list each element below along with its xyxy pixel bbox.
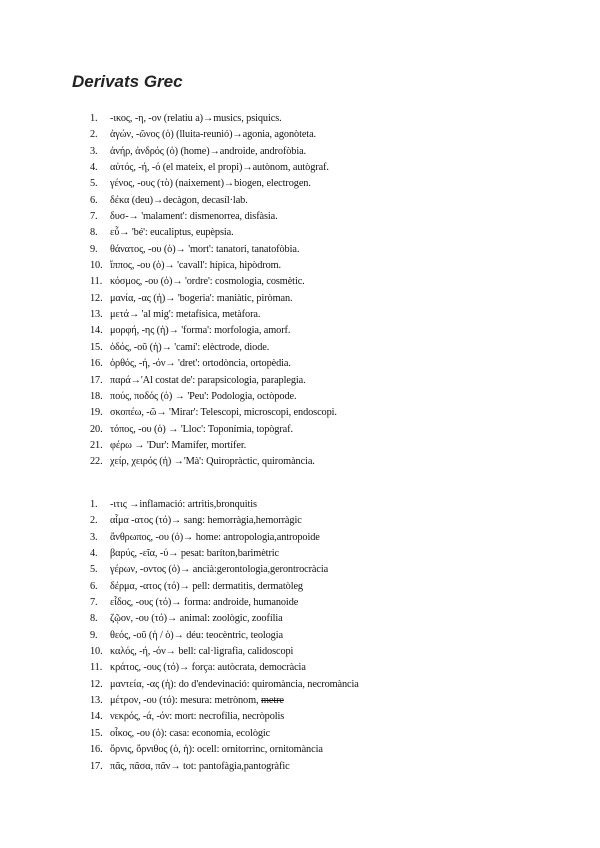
item-text-main: αὐτός, -ή, -ό (el mateix, el propi)→autònom, autògraf. — [110, 162, 329, 174]
item-number: 4. — [90, 548, 98, 560]
list-item — [0, 497, 600, 513]
list-item — [0, 759, 600, 775]
item-text-main: μετά→ 'al mig': metafísica, metàfora. — [110, 309, 261, 321]
item-text-main: παρά→'Al costat de': parapsicologia, paraplegia. — [110, 374, 306, 386]
list-item — [0, 127, 600, 143]
item-text — [110, 530, 320, 546]
struck-word: metre — [260, 695, 284, 707]
item-text — [110, 176, 311, 192]
item-text-main: αἷμα -ατος (τό)→ sang: hemorràgia,hemorràgic — [110, 515, 302, 527]
item-text — [110, 579, 303, 595]
item-text-main: πᾶς, πᾶσα, πᾶν→ tot: pantofàgia,pantogràfic — [110, 760, 290, 772]
list-item — [0, 422, 600, 438]
item-text-main: γέρων, -οντος (ὁ)→ ancià:gerontologia,gerontrocràcia — [110, 564, 329, 576]
list-item — [0, 405, 600, 421]
item-text-main: πούς, ποδός (ὁ) → 'Peu': Podologia, octòpode. — [110, 390, 297, 402]
item-text — [110, 193, 248, 209]
item-text-main: -ικος, -η, -ον (relatiu a)→musics, psiquics. — [110, 113, 282, 124]
item-text — [110, 274, 305, 290]
item-number: 3. — [90, 145, 98, 157]
item-number: 14. — [90, 711, 103, 723]
item-text — [110, 595, 298, 611]
list-item — [0, 513, 600, 529]
item-number: 10. — [90, 260, 103, 272]
item-text — [110, 562, 328, 578]
item-number: 7. — [90, 597, 98, 609]
list-item — [0, 307, 600, 323]
item-number: 22. — [90, 456, 103, 468]
list-item — [0, 242, 600, 258]
item-text-main: δέκα (deu)→decàgon, decasíl·lab. — [110, 194, 248, 206]
list-item — [0, 454, 600, 470]
item-text — [110, 323, 290, 339]
item-text-main: ἀγών, -ῶνος (ὁ) (lluita-reunió)→agonia, agonòteta. — [110, 129, 317, 141]
list-item — [0, 562, 600, 578]
item-text-main: δυσ-→ 'malament': dismenorrea, disfàsia. — [110, 211, 278, 223]
item-text — [110, 726, 270, 742]
item-text — [110, 693, 284, 709]
list-item — [0, 176, 600, 192]
item-number: 10. — [90, 646, 103, 658]
item-text — [110, 373, 306, 389]
list-item — [0, 356, 600, 372]
list-item — [0, 373, 600, 389]
list-item — [0, 644, 600, 660]
item-number: 2. — [90, 129, 98, 141]
item-text — [110, 242, 299, 258]
item-text-main: κόσμος, -ου (ὁ)→ 'ordre': cosmologia, cosmètic. — [110, 276, 305, 288]
item-text — [110, 422, 293, 438]
item-number: 12. — [90, 292, 103, 304]
list-item — [0, 660, 600, 676]
item-text — [110, 111, 282, 127]
item-text — [110, 438, 246, 454]
item-number: 7. — [90, 211, 98, 223]
item-text — [110, 497, 257, 513]
item-text-main: -ιτις →inflamació: artritis,bronquitis — [110, 499, 257, 510]
item-number: 5. — [90, 564, 98, 576]
list-item — [0, 595, 600, 611]
item-text — [110, 209, 278, 225]
item-text-main: βαρύς, -εῖα, -ύ→ pesat: baríton,barimètric — [110, 548, 280, 560]
list-item — [0, 579, 600, 595]
item-number: 11. — [90, 276, 103, 288]
list-item — [0, 709, 600, 725]
item-text-main: ζῷον, -ου (τό)→ animal: zoològic, zoofília — [110, 613, 283, 625]
item-number: 13. — [90, 309, 103, 321]
item-number: 16. — [90, 358, 103, 370]
list-item — [0, 160, 600, 176]
item-text — [110, 742, 323, 758]
item-number: 9. — [90, 629, 98, 641]
item-text — [110, 160, 329, 176]
item-text-main: γένος, -ους (τὸ) (naixement)→biogen, electrogen. — [110, 178, 311, 190]
list-item — [0, 111, 600, 127]
item-number: 8. — [90, 613, 98, 625]
item-number: 12. — [90, 678, 103, 690]
item-text-main: μανία, -ας (ἡ)→ 'bogeria': maniàtic, piròman. — [110, 292, 293, 304]
item-text — [110, 709, 284, 725]
list-item — [0, 291, 600, 307]
item-number: 6. — [90, 580, 98, 592]
list-item — [0, 438, 600, 454]
item-text-main: καλός, -ή, -όν→ bell: cal·ligrafia, calidoscopi — [110, 646, 294, 658]
item-text-main: χείρ, χειρός (ἡ) →'Mà': Quiropràctic, quiromància. — [110, 456, 315, 468]
item-text-main: δέρμα, -ατος (τό)→ pell: dermatitis, dermatòleg — [110, 580, 303, 592]
list-item — [0, 340, 600, 356]
item-text-main: κράτος, -ους (τό)→ força: autòcrata, democràcia — [110, 662, 306, 674]
list-item — [0, 726, 600, 742]
item-text-main: ἄνθρωπος, -ου (ὁ)→ home: antropologia,antropoide — [110, 531, 320, 543]
item-text-main: νεκρός, -ά, -όν: mort: necrofília, necròpolis — [110, 711, 285, 723]
item-text-main: μορφή, -ης (ἡ)→ 'forma': morfologia, amorf. — [110, 325, 291, 337]
list-item — [0, 611, 600, 627]
item-text — [110, 225, 234, 241]
list-item — [0, 693, 600, 709]
item-number: 17. — [90, 760, 103, 772]
document-title: Derivats Grec — [72, 72, 183, 91]
item-text — [110, 127, 316, 143]
item-text-main: θεός, -οῦ (ἡ / ὁ)→ déu: teocèntric, teologia — [110, 629, 283, 641]
list-item — [0, 274, 600, 290]
list-item — [0, 546, 600, 562]
item-text-main: φέρω → 'Dur': Mamífer, mortífer. — [110, 439, 247, 451]
list-item — [0, 323, 600, 339]
item-text — [110, 611, 283, 627]
list-item — [0, 389, 600, 405]
list-item — [0, 225, 600, 241]
item-text-main: οἶκος, -ου (ὁ): casa: economia, ecològic — [110, 727, 271, 739]
item-number: 15. — [90, 727, 103, 739]
list-item — [0, 258, 600, 274]
item-number: 1. — [90, 113, 98, 124]
item-number: 2. — [90, 515, 98, 527]
item-text — [110, 144, 306, 160]
item-text — [110, 307, 260, 323]
item-text — [110, 356, 291, 372]
item-number: 8. — [90, 227, 98, 239]
item-text-main: ὀρθός, -ή, -όν→ 'dret': ortodòncia, ortopèdia. — [110, 358, 291, 370]
item-text-main: μαντεία, -ας (ἡ): do d'endevinació: quiromància, necromància — [110, 678, 359, 690]
item-number: 9. — [90, 243, 98, 255]
item-number: 20. — [90, 423, 103, 435]
item-text-main: σκοπέω, -ῶ→ 'Mirar': Telescopi, microscopi, endoscopi. — [110, 407, 337, 419]
item-text — [110, 644, 293, 660]
item-text-main: θάνατος, -ου (ὁ)→ 'mort': tanatori, tanatofòbia. — [110, 243, 300, 255]
item-text-main: ὄρνις, ὄρνιθος (ὁ, ἡ): ocell: ornitorrinc, ornitomància — [110, 744, 323, 756]
list-item — [0, 530, 600, 546]
item-number: 6. — [90, 194, 98, 206]
item-text — [110, 291, 292, 307]
list-item — [0, 209, 600, 225]
item-text — [110, 454, 315, 470]
item-number: 14. — [90, 325, 103, 337]
item-text — [110, 546, 279, 562]
item-text-main: εἶδος, -ους (τό)→ forma: androide, humanoide — [110, 597, 299, 609]
list-item — [0, 144, 600, 160]
item-text — [110, 759, 290, 775]
item-text — [110, 258, 281, 274]
item-text — [110, 340, 269, 356]
item-number: 13. — [90, 695, 103, 707]
item-number: 17. — [90, 374, 103, 386]
list-item — [0, 193, 600, 209]
item-number: 15. — [90, 341, 103, 353]
item-text — [110, 405, 337, 421]
item-number: 19. — [90, 407, 103, 419]
list-item — [0, 628, 600, 644]
item-text — [110, 677, 359, 693]
item-number: 16. — [90, 744, 103, 756]
item-text-main: ὁδός, -οῦ (ἡ)→ 'camí': elèctrode, diode. — [110, 341, 270, 353]
item-text — [110, 389, 296, 405]
item-number: 5. — [90, 178, 98, 190]
item-text — [110, 660, 306, 676]
item-number: 4. — [90, 162, 98, 174]
list-item — [0, 677, 600, 693]
item-text-main: εὖ→ 'bé': eucaliptus, eupèpsia. — [110, 227, 234, 239]
item-number: 21. — [90, 439, 103, 451]
item-text — [110, 513, 302, 529]
list-item — [0, 742, 600, 758]
item-number: 11. — [90, 662, 103, 674]
item-text-main: ἀνήρ, ἀνδρός (ὁ) (home)→androide, androfòbia. — [110, 145, 307, 157]
item-number: 3. — [90, 531, 98, 543]
item-text-main: ἵππος, -ου (ὁ)→ 'cavall': hípica, hipòdrom. — [110, 260, 282, 272]
item-text-main: τόπος, -ου (ὁ) → 'Lloc': Toponímia, topògraf. — [110, 423, 293, 435]
derivatives-list-2 — [0, 497, 600, 775]
item-text-main: μέτρον, -ου (τό): mesura: metrònom, — [110, 695, 261, 707]
item-number: 1. — [90, 499, 98, 510]
item-number: 18. — [90, 390, 103, 402]
item-text — [110, 628, 283, 644]
derivatives-list-1 — [0, 111, 600, 471]
